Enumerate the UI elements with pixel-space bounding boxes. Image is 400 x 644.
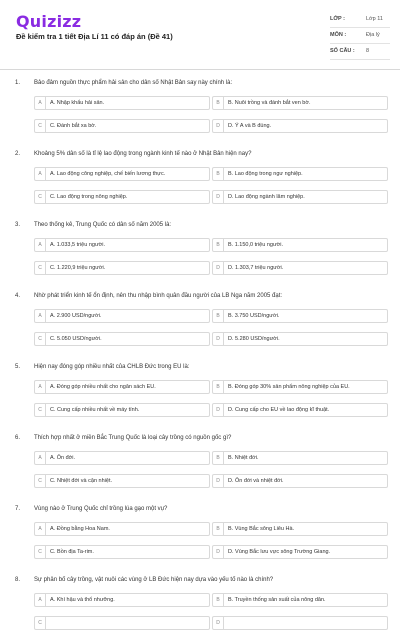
option-text: B. Truyền thống sản xuất của nông dân. — [228, 597, 326, 603]
option-letter: B — [213, 239, 224, 251]
option-letter: A — [35, 523, 46, 535]
option-c[interactable] — [34, 474, 210, 488]
option-d[interactable] — [212, 403, 388, 417]
option-text: C. 1.220,9 triệu người. — [50, 265, 106, 271]
option-c[interactable] — [34, 403, 210, 417]
option-d[interactable] — [212, 190, 388, 204]
meta-class-value: Lớp 11 — [366, 16, 383, 22]
question-number: 3. — [15, 222, 21, 228]
question-5 — [0, 360, 400, 431]
option-letter: C — [35, 120, 46, 132]
question-list — [0, 76, 400, 644]
option-letter: B — [213, 168, 224, 180]
option-letter: A — [35, 452, 46, 464]
option-text: D. Vùng Bắc lưu vực sông Trường Giang. — [228, 549, 331, 555]
question-text: Bảo đảm nguồn thực phẩm hải sản cho dân số Nhật Bản say này chính là: — [34, 80, 233, 86]
option-text: B. 1.150,0 triệu người. — [228, 242, 283, 248]
option-d[interactable] — [212, 616, 388, 630]
option-text: A. Ôn đới. — [50, 455, 76, 461]
question-number: 2. — [15, 151, 21, 157]
meta-count-value: 8 — [366, 48, 370, 54]
option-a[interactable] — [34, 309, 210, 323]
option-letter: C — [35, 546, 46, 558]
question-number: 6. — [15, 435, 21, 441]
question-1 — [0, 76, 400, 147]
option-letter: D — [213, 546, 224, 558]
option-d[interactable] — [212, 119, 388, 133]
option-b[interactable] — [212, 522, 388, 536]
option-text: C. Bồn địa Ta-rim. — [50, 549, 94, 555]
option-text: D. Cung cấp cho EU về lao động kĩ thuật. — [228, 407, 330, 413]
option-text: A. 1.033,5 triệu người. — [50, 242, 105, 248]
question-4 — [0, 289, 400, 360]
option-text: B. Vùng Bắc sông Liêu Hà. — [228, 526, 295, 532]
option-letter: A — [35, 310, 46, 322]
option-a[interactable] — [34, 451, 210, 465]
option-letter: C — [35, 262, 46, 274]
option-a[interactable] — [34, 238, 210, 252]
option-text: A. Nhập khẩu hải sản. — [50, 100, 105, 106]
option-b[interactable] — [212, 167, 388, 181]
option-letter: D — [213, 475, 224, 487]
question-6 — [0, 431, 400, 502]
option-letter: D — [213, 120, 224, 132]
option-a[interactable] — [34, 380, 210, 394]
option-text: A. 2.900 USD/người. — [50, 313, 102, 319]
option-letter: A — [35, 168, 46, 180]
question-number: 4. — [15, 293, 21, 299]
option-text: D. 1.303,7 triệu người. — [228, 265, 284, 271]
meta-subject-row — [330, 28, 390, 44]
question-text: Hiện nay đóng góp nhiều nhất của CHLB Đức trong EU là: — [34, 364, 190, 370]
meta-subject-value: Địa lý — [366, 32, 380, 38]
option-text: D. Ý A và B đúng. — [228, 123, 272, 129]
option-letter: C — [35, 191, 46, 203]
question-3 — [0, 218, 400, 289]
option-c[interactable] — [34, 545, 210, 559]
option-text: D. Lao động ngành lâm nghiệp. — [228, 194, 305, 200]
question-text: Nhờ phát triển kinh tế ổn định, nên thu nhập bình quân đầu người của LB Nga năm 2005 đạt: — [34, 293, 283, 299]
option-letter: B — [213, 310, 224, 322]
question-text: Sự phân bố cây trồng, vật nuôi các vùng ở LB Đức hiện nay dựa vào yếu tố nào là chính? — [34, 577, 274, 583]
option-b[interactable] — [212, 593, 388, 607]
question-number: 1. — [15, 80, 21, 86]
option-c[interactable] — [34, 261, 210, 275]
option-text: C. Đánh bắt xa bờ. — [50, 123, 97, 129]
quiz-header — [0, 0, 400, 70]
option-letter: B — [213, 452, 224, 464]
option-letter: C — [35, 404, 46, 416]
option-text: B. Nuôi trồng và đánh bắt ven bờ. — [228, 100, 311, 106]
option-d[interactable] — [212, 332, 388, 346]
option-b[interactable] — [212, 451, 388, 465]
page-title: Đề kiểm tra 1 tiết Địa Lí 11 có đáp án (Đề 41) — [16, 32, 173, 41]
question-7 — [0, 502, 400, 573]
option-letter: A — [35, 381, 46, 393]
option-letter: C — [35, 333, 46, 345]
option-b[interactable] — [212, 96, 388, 110]
option-letter: A — [35, 239, 46, 251]
question-number: 8. — [15, 577, 21, 583]
option-letter: B — [213, 97, 224, 109]
option-letter: B — [213, 381, 224, 393]
meta-class-label: LỚP : — [330, 16, 345, 22]
option-b[interactable] — [212, 238, 388, 252]
meta-count-label: SỐ CÂU : — [330, 48, 355, 54]
option-a[interactable] — [34, 593, 210, 607]
question-text: Theo thống kê, Trung Quốc có dân số năm 2005 là: — [34, 222, 172, 228]
question-8 — [0, 573, 400, 644]
option-letter: A — [35, 97, 46, 109]
option-text: D. Ôn đới và nhiệt đới. — [228, 478, 284, 484]
option-letter: D — [213, 404, 224, 416]
option-d[interactable] — [212, 261, 388, 275]
option-text: A. Đồng bằng Hoa Nam. — [50, 526, 110, 532]
option-letter: D — [213, 262, 224, 274]
option-letter: B — [213, 594, 224, 606]
option-letter: C — [35, 475, 46, 487]
option-letter: D — [213, 333, 224, 345]
meta-class-row — [330, 12, 390, 28]
question-number: 7. — [15, 506, 21, 512]
option-text: C. Lao động trong nông nghiệp. — [50, 194, 128, 200]
option-c[interactable] — [34, 616, 210, 630]
quizizz-logo[interactable]: Quizizz — [16, 12, 82, 31]
option-letter: C — [35, 617, 46, 629]
option-c[interactable] — [34, 119, 210, 133]
question-number: 5. — [15, 364, 21, 370]
question-text: Thích hợp nhất ở miền Bắc Trung Quốc là loại cây trồng có nguồn gốc gì? — [34, 435, 232, 441]
option-text: A. Khí hậu và thổ nhưỡng. — [50, 597, 115, 603]
option-text: B. Lao động trong ngư nghiệp. — [228, 171, 303, 177]
option-a[interactable] — [34, 167, 210, 181]
meta-subject-label: MÔN : — [330, 32, 347, 38]
option-letter: D — [213, 617, 224, 629]
option-a[interactable] — [34, 522, 210, 536]
option-b[interactable] — [212, 309, 388, 323]
option-text: B. Đóng góp 30% sản phẩm nông nghiệp của EU. — [228, 384, 350, 390]
question-text: Vùng nào ở Trung Quốc chỉ trồng lúa gạo một vụ? — [34, 506, 168, 512]
option-text: C. 5.050 USD/người. — [50, 336, 102, 342]
option-text: A. Lao động công nghiệp, chế biến lương thực. — [50, 171, 166, 177]
option-text: B. Nhiệt đới. — [228, 455, 259, 461]
option-b[interactable] — [212, 380, 388, 394]
option-c[interactable] — [34, 332, 210, 346]
option-text: C. Cung cấp nhiều nhất về máy tính. — [50, 407, 140, 413]
meta-count-row — [330, 44, 390, 60]
option-c[interactable] — [34, 190, 210, 204]
option-text: C. Nhiệt đới và cận nhiệt. — [50, 478, 112, 484]
quiz-meta — [330, 12, 390, 60]
option-d[interactable] — [212, 545, 388, 559]
option-d[interactable] — [212, 474, 388, 488]
option-letter: B — [213, 523, 224, 535]
option-text: A. Đóng góp nhiều nhất cho ngân sách EU. — [50, 384, 156, 390]
question-2 — [0, 147, 400, 218]
question-text: Khoảng 5% dân số là tỉ lệ lao động trong ngành kinh tế nào ở Nhật Bản hiện nay? — [34, 151, 252, 157]
option-letter: A — [35, 594, 46, 606]
option-text: B. 3.750 USD/người. — [228, 313, 280, 319]
option-text: D. 5.280 USD/người. — [228, 336, 280, 342]
option-a[interactable] — [34, 96, 210, 110]
option-letter: D — [213, 191, 224, 203]
